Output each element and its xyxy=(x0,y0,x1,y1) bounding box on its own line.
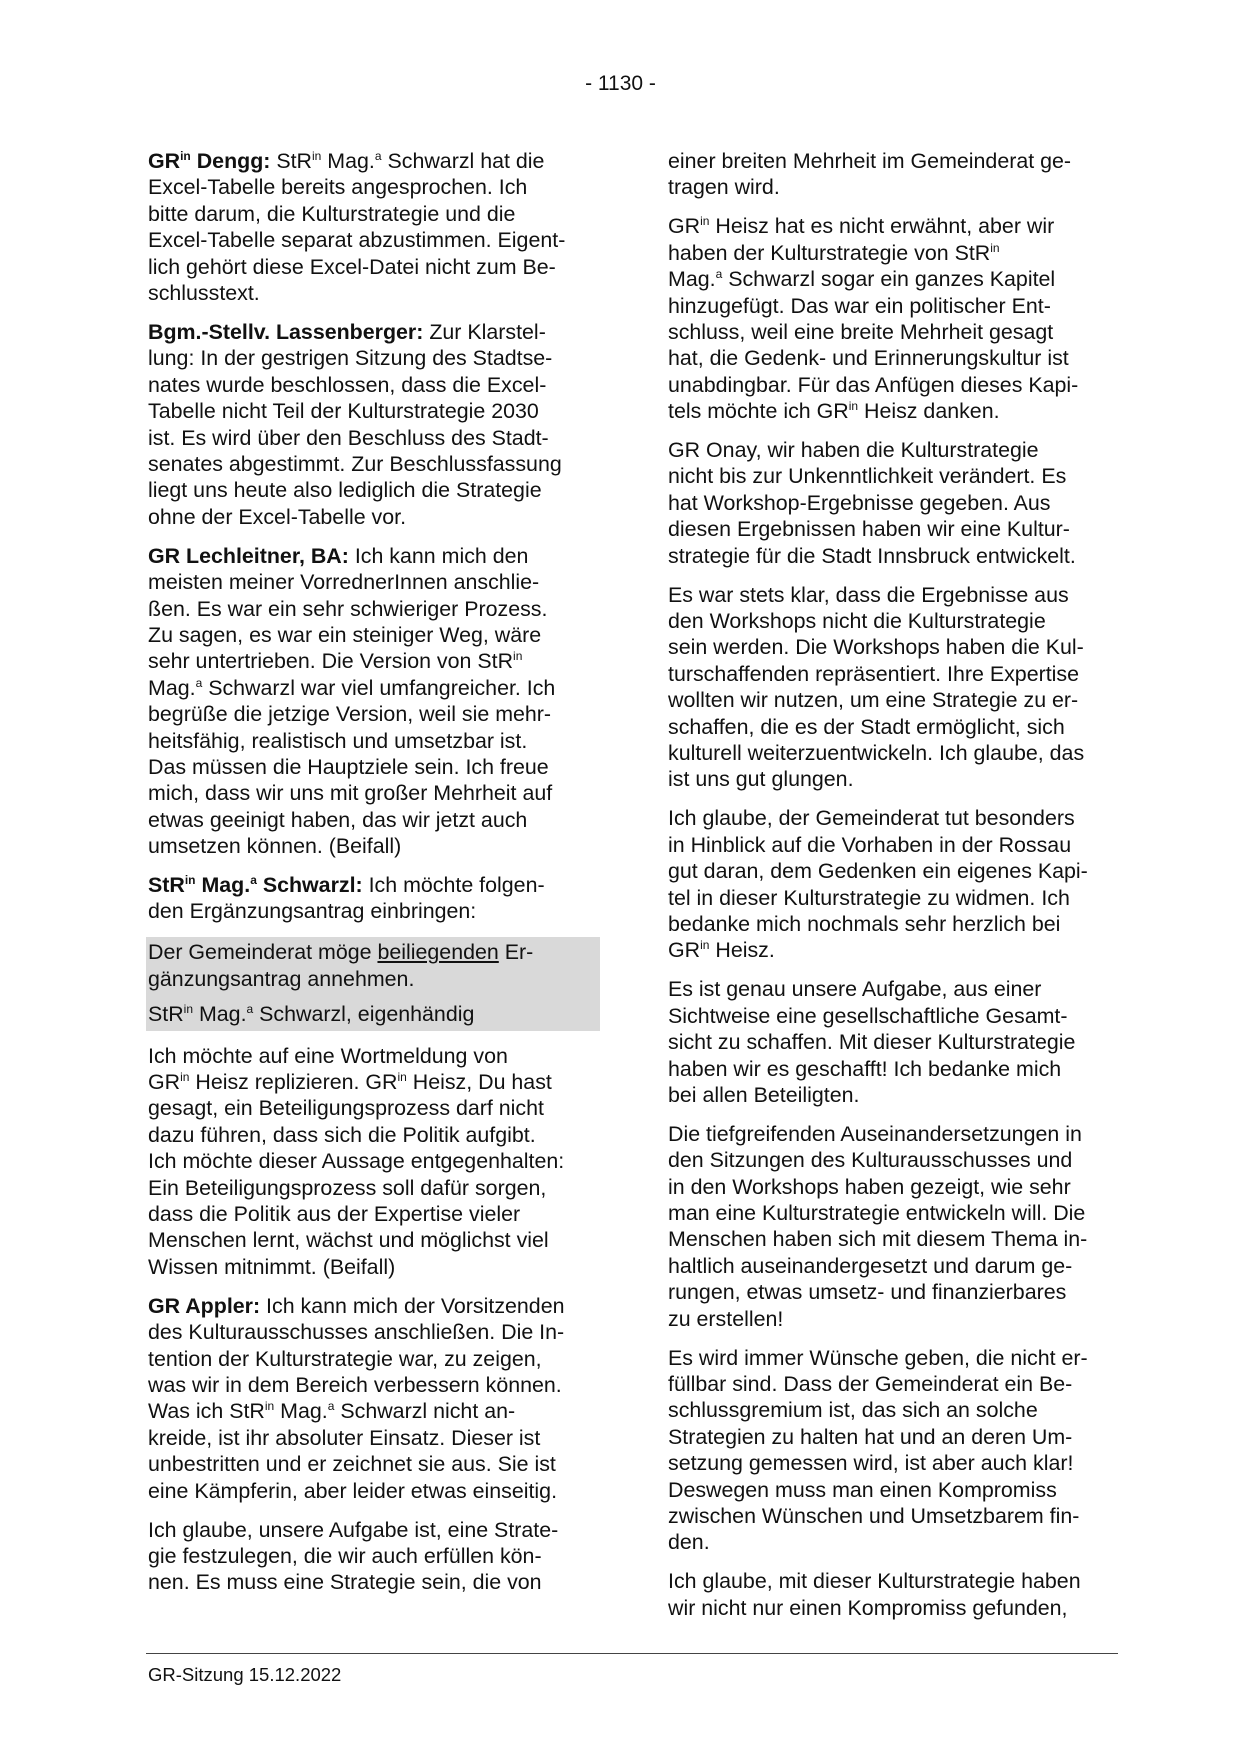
speaker-label: $GR^{in}$ Dengg: xyxy=(148,149,271,173)
paragraph: Es wird immer Wünsche geben, die nicht er- füllbar sind. Dass der Gemeinderat ein Be- schlussgremium ist, das sich an solche Strategien zu halten hat und an deren Um- setzung gemessen wird, ist aber auch klar! Deswegen muss man einen Kompromiss zwischen Wünschen und Umsetzbarem fin- den. xyxy=(668,1345,1088,1555)
paragraph: GR Onay, wir haben die Kulturstrategie nicht bis zur Unkenntlichkeit verändert. Es hat Workshop-Ergebnisse gegeben. Aus diesen Ergebnissen haben wir eine Kultur- strategie für die Stadt Innsbruck entwickelt. xyxy=(668,438,1076,568)
paragraph: Es ist genau unsere Aufgabe, aus einer Sichtweise eine gesellschaftliche Gesamt- sicht zu schaffen. Mit dieser Kulturstrategie haben wir es geschafft! Ich bedanke mich bei allen Beteiligten. xyxy=(668,977,1076,1107)
motion-text: Der Gemeinderat möge beiliegenden Er- gänzungsantrag annehmen. xyxy=(148,940,534,991)
paragraph: $GR^{in}$ Heisz hat es nicht erwähnt, aber wir haben der Kulturstrategie von StR$^{in}$ Mag.$^a$ Schwarzl sogar ein ganzes Kapitel hinzugefügt. Das war ein politischer Ent- schluss, weil eine breite Mehrheit gesagt hat, die Gedenk- und Erinnerungskultur ist unabdingbar. Für das Anfügen dieses Kapi- tels möchte ich $GR^{in}$ Heisz danken. xyxy=(668,214,1079,424)
speaker-label: GR Lechleitner, BA: xyxy=(148,543,349,568)
speech-schwarzl: StR$^{in}$ Mag.$^a$ Schwarzl: Ich möchte folgen- den Ergänzungsantrag einbringen: xyxy=(148,873,545,924)
speaker-label: StR$^{in}$ Mag.$^a$ Schwarzl: xyxy=(148,873,363,898)
paragraph: Ich glaube, der Gemeinderat tut besonders in Hinblick auf die Vorhaben in der Rossau gut daran, dem Gedenken ein eigenes Kapi- tel in dieser Kulturstrategie zu widmen. Ich bedanke mich nochmals sehr herzlich bei $GR^{in}$ Heisz. xyxy=(668,806,1088,963)
speaker-label: Bgm.-Stellv. Lassenberger: xyxy=(148,319,424,344)
paragraph: einer breiten Mehrheit im Gemeinderat ge- tragen wird. xyxy=(668,149,1072,200)
paragraph: Ich glaube, unsere Aufgabe ist, eine Strate- gie festzulegen, die wir auch erfüllen kön- nen. Es muss eine Strategie sein, die von xyxy=(148,1517,559,1595)
speech-lechleitner: GR Lechleitner, BA: Ich kann mich den meisten meiner VorrednerInnen anschlie- ßen. Es war ein sehr schwieriger Prozess. Zu sagen, es war ein steiniger Weg, wäre sehr untertrieben. Die Version von StR$^{in}$ Mag.$^a$ Schwarzl war viel umfangreicher. Ich begrüße die jetzige Version, weil sie mehr- heitsfähig, realistisch und umsetzbar ist. Das müssen die Hauptziele sein. Ich freue mich, dass wir uns mit großer Mehrheit auf etwas geeinigt haben, das wir jetzt auch umsetzen können. (Beifall) xyxy=(148,543,556,859)
left-column xyxy=(148,148,598,1608)
motion-signature: StR$^{in}$ Mag.$^a$ Schwarzl, eigenhändig xyxy=(148,1002,475,1027)
motion-box xyxy=(146,937,600,1030)
right-column xyxy=(668,148,1118,1634)
page-number: - 1130 - xyxy=(585,72,656,95)
footer-session-date: GR-Sitzung 15.12.2022 xyxy=(148,1664,342,1685)
paragraph: Die tiefgreifenden Auseinandersetzungen in den Sitzungen des Kulturausschusses und in den Workshops haben gezeigt, wie sehr man eine Kulturstrategie entwickeln will. Die Menschen haben sich mit diesem Thema in- haltlich auseinandergesetzt und darum ge- rungen, etwas umsetz- und finanzierbares zu erstellen! xyxy=(668,1121,1088,1331)
speech-lassenberger: Bgm.-Stellv. Lassenberger: Zur Klarstel- lung: In der gestrigen Sitzung des Stadtse- nates wurde beschlossen, dass die Excel- Tabelle nicht Teil der Kulturstrategie 2030 ist. Es wird über den Beschluss des Stadt- senates abgestimmt. Zur Beschlussfassung liegt uns heute also lediglich die Strategie ohne der Excel-Tabelle vor. xyxy=(148,319,562,529)
paragraph: Ich möchte auf eine Wortmeldung von $GR^{in}$ Heisz replizieren. $GR^{in}$ Heisz, Du hast gesagt, ein Beteiligungsprozess darf nicht dazu führen, dass sich die Politik aufgibt. Ich möchte dieser Aussage entgegenhalten: Ein Beteiligungsprozess soll dafür sorgen, dass die Politik aus der Expertise vieler Menschen lernt, wächst und möglichst viel Wissen mitnimmt. (Beifall) xyxy=(148,1043,565,1279)
paragraph: Es war stets klar, dass die Ergebnisse aus den Workshops nicht die Kulturstrategie sein werden. Die Workshops haben die Kul- turschaffenden repräsentiert. Ihre Expertise wollten wir nutzen, um eine Strategie zu er- schaffen, die es der Stadt ermöglicht, sich kulturell weiterzuentwickeln. Ich glaube, das ist uns gut glungen. xyxy=(668,582,1085,792)
speaker-label: GR Appler: xyxy=(148,1293,261,1318)
speech-dengg: $GR^{in}$ Dengg: StR$^{in}$ Mag.$^a$ Schwarzl hat die Excel-Tabelle bereits angesprochen. Ich bitte darum, die Kulturstrategie und die Excel-Tabelle separat abzustimmen. Eigent- lich gehört diese Excel-Datei nicht zum Be- schlusstext. xyxy=(148,149,566,306)
footer-divider xyxy=(146,1653,1118,1654)
paragraph: Ich glaube, mit dieser Kulturstrategie haben wir nicht nur einen Kompromiss gefunden, xyxy=(668,1569,1081,1620)
speech-appler: GR Appler: Ich kann mich der Vorsitzenden des Kulturausschusses anschließen. Die In- tention der Kulturstrategie war, zu zeigen, was wir in dem Bereich verbessern können. Was ich StR$^{in}$ Mag.$^a$ Schwarzl nicht an- kreide, ist ihr absoluter Einsatz. Dieser ist unbestritten und er zeichnet sie aus. Sie ist eine Kämpferin, aber leider etwas einseitig. xyxy=(148,1293,565,1503)
